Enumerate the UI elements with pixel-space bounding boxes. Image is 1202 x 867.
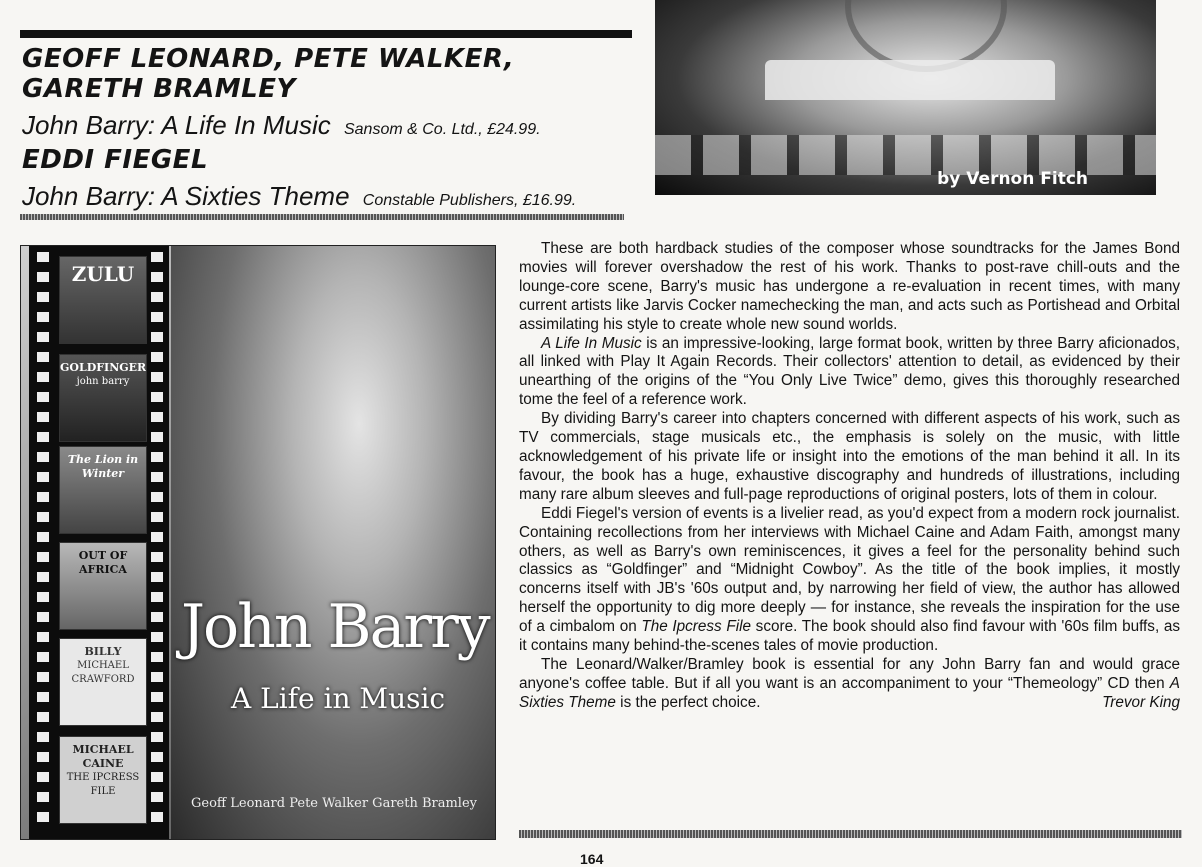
- book1-title-line: [22, 110, 642, 141]
- cover-title: John Barry: [181, 592, 489, 662]
- review-body: [519, 240, 1180, 713]
- cover-subtitle: A Life in Music: [231, 682, 446, 715]
- book-cover-image: [20, 245, 496, 840]
- paragraph-2: A Life In Music is an impressive-looking, large format book, written by three Barry aficionados, all linked with Play It Again Records. Their collectors' attention to detail, as evidenced by their unearthing of the origins of the “You Only Live Twice” demo, gives this thoroughly researched tome the feel of a reference work.: [519, 334, 1180, 409]
- paragraph-3: By dividing Barry's career into chapters concerned with different aspects of his work, such as TV commercials, stage musicals etc., the emphasis is solely on the music, with little acknowledgement of his private life or insight into the emotions of the man behind it all. In its favour, the book has a huge, exhaustive discography and hundreds of illustrations, including many rare album sleeves and full-page reproductions of original posters, lots of them in colour.: [519, 410, 1180, 503]
- film-frame: The Lion in Winter: [59, 446, 147, 534]
- photo-credit: by Vernon Fitch: [937, 169, 1088, 189]
- book2-title: John Barry: A Sixties Theme: [22, 181, 350, 211]
- film-frame: MICHAEL CAINE THE IPCRESS FILE: [59, 736, 147, 824]
- heading-divider: [20, 214, 624, 220]
- stage-canopy-shape: [765, 60, 1055, 100]
- book1-publisher: Sansom & Co. Ltd., £24.99.: [343, 121, 541, 138]
- book2-title-line: [22, 181, 642, 212]
- film-strip: [29, 246, 169, 839]
- concert-photo: [655, 0, 1156, 195]
- review-heading: [22, 44, 642, 216]
- authors-line-1: GEOFF LEONARD, PETE WALKER,: [22, 44, 515, 74]
- author2-heading: EDDI FIEGEL: [22, 145, 209, 175]
- review-signature: Trevor King: [1102, 693, 1180, 711]
- film-frame: GOLDFINGER john barry: [59, 354, 147, 442]
- paragraph-4: Eddi Fiegel's version of events is a livelier read, as you'd expect from a modern rock journalist. Containing recollections from her interviews with Michael Caine and Adam Faith, amongst many others, as well as Barry's own reminiscences, it gives a feel for the personality behind such classics as “Goldfinger” and “Midnight Cowboy”. As the title of the book implies, it mostly concerns itself with JB's '60s output and, by narrowing her field of view, the author has allowed herself the opportunity to dig more deeply — for instance, she reveals the inspiration for the use of a cimbalom on The Ipcress File score. The book should also find favour with '60s film buffs, as it contains many behind-the-scenes tales of movie production.: [519, 504, 1181, 655]
- sprocket-holes-left: [37, 252, 49, 832]
- film-frame: OUT OF AFRICA: [59, 542, 147, 630]
- authors-line-2: GARETH BRAMLEY: [22, 74, 296, 104]
- footer-divider: [519, 830, 1182, 838]
- authors-heading: [22, 44, 642, 104]
- sprocket-holes-right: [151, 252, 163, 832]
- paragraph-5: The Leonard/Walker/Bramley book is essential for any John Barry fan and would grace anyone's coffee table. But if all you want is an accompaniment to your “Themeology” CD then A Sixties Theme is the perfect choice. Trevor King: [519, 655, 1180, 711]
- cover-authors: Geoff Leonard Pete Walker Gareth Bramley: [191, 796, 477, 811]
- paragraph-1: These are both hardback studies of the composer whose soundtracks for the James Bond movies will forever overshadow the rest of his work. Thanks to post-rave chill-outs and the lounge-core scene, Barry's music has undergone a re-evaluation in recent times, with many current artists like Jarvis Cocker namechecking the man, and acts such as Portishead and Orbital assimilating his style to create whole new sound worlds.: [519, 240, 1180, 333]
- page-number: 164: [580, 851, 604, 867]
- top-rule: [20, 30, 632, 38]
- film-frame: BILLY MICHAEL CRAWFORD: [59, 638, 147, 726]
- cover-portrait: [171, 246, 495, 839]
- book1-title: John Barry: A Life In Music: [22, 110, 331, 140]
- film-frame: ZULU: [59, 256, 147, 344]
- book2-publisher: Constable Publishers, £16.99.: [362, 192, 577, 209]
